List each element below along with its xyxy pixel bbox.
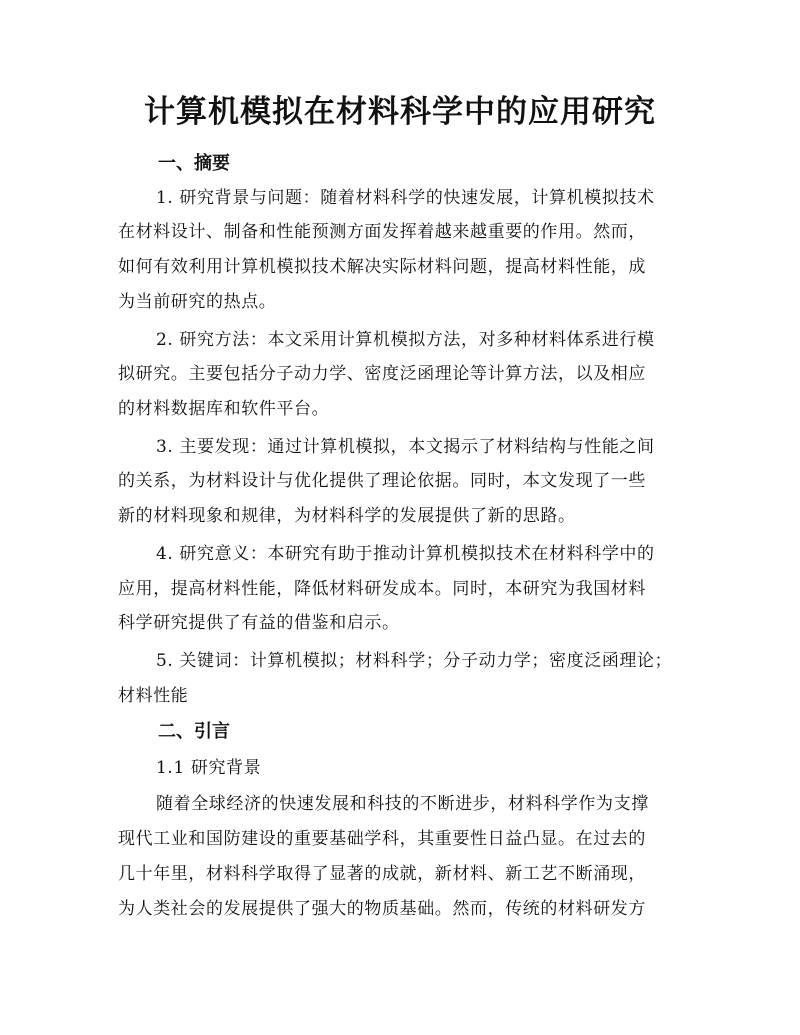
paragraph-line: 拟研究。主要包括分子动力学、密度泛函理论等计算方法，以及相应 bbox=[118, 364, 646, 384]
paragraph-line: 新的材料现象和规律，为材料科学的发展提供了新的思路。 bbox=[118, 506, 576, 526]
paragraph-line: 在材料设计、制备和性能预测方面发挥着越来越重要的作用。然而， bbox=[118, 222, 646, 242]
paragraph-line: 应用，提高材料性能，降低材料研发成本。同时，本研究为我国材料 bbox=[118, 579, 646, 599]
paragraph-line: 几十年里，材料科学取得了显著的成就，新材料、新工艺不断涌现， bbox=[118, 864, 646, 884]
paragraph-line: 随着全球经济的快速发展和科技的不断进步，材料科学作为支撑 bbox=[156, 794, 649, 814]
paragraph-line: 5. 关键词：计算机模拟；材料科学；分子动力学；密度泛函理论； bbox=[156, 651, 673, 671]
paragraph-line: 材料性能 bbox=[118, 686, 189, 706]
paragraph-line: 如何有效利用计算机模拟技术解决实际材料问题，提高材料性能，成 bbox=[118, 257, 646, 277]
section-heading-introduction: 二、引言 bbox=[158, 721, 230, 742]
paragraph-line: 的关系，为材料设计与优化提供了理论依据。同时，本文发现了一些 bbox=[118, 471, 646, 491]
subsection-heading: 1.1 研究背景 bbox=[156, 758, 262, 778]
paragraph-line: 的材料数据库和软件平台。 bbox=[118, 399, 330, 419]
paragraph-line: 4. 研究意义：本研究有助于推动计算机模拟技术在材料科学中的 bbox=[156, 544, 655, 564]
paragraph-line: 科学研究提供了有益的借鉴和启示。 bbox=[118, 613, 400, 633]
section-heading-abstract: 一、摘要 bbox=[158, 153, 230, 174]
paragraph-line: 3. 主要发现：通过计算机模拟，本文揭示了材料结构与性能之间 bbox=[156, 437, 655, 457]
paragraph-line: 为当前研究的热点。 bbox=[118, 292, 277, 312]
paragraph-line: 现代工业和国防建设的重要基础学科，其重要性日益凸显。在过去的 bbox=[118, 829, 646, 849]
paragraph-line: 2. 研究方法：本文采用计算机模拟方法，对多种材料体系进行模 bbox=[156, 330, 655, 350]
document-title: 计算机模拟在材料科学中的应用研究 bbox=[144, 94, 656, 130]
paragraph-line: 1. 研究背景与问题：随着材料科学的快速发展，计算机模拟技术 bbox=[156, 188, 655, 208]
paragraph-line: 为人类社会的发展提供了强大的物质基础。然而，传统的材料研发方 bbox=[118, 899, 646, 919]
